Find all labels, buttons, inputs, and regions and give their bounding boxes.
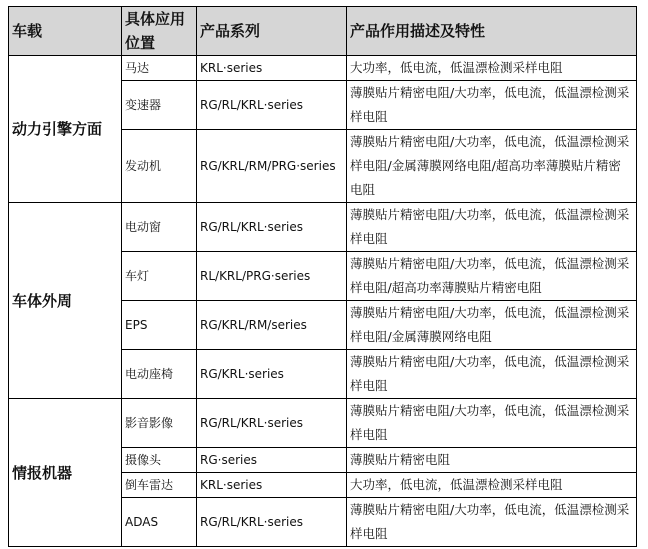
description-cell: 薄膜贴片精密电阻/大功率，低电流，低温漂检测采样电阻 bbox=[347, 399, 637, 448]
description-cell: 薄膜贴片精密电阻 bbox=[347, 448, 637, 473]
position-cell: 影音影像 bbox=[122, 399, 197, 448]
header-position: 具体应用位置 bbox=[122, 7, 197, 56]
position-cell: 车灯 bbox=[122, 252, 197, 301]
description-cell: 大功率，低电流，低温漂检测采样电阻 bbox=[347, 473, 637, 498]
position-cell: 电动座椅 bbox=[122, 350, 197, 399]
description-cell: 薄膜贴片精密电阻/大功率，低电流，低温漂检测采样电阻/金属薄膜网络电阻/超高功率薄膜贴片精密电阻 bbox=[347, 130, 637, 203]
document-page bbox=[8, 6, 637, 547]
product-application-table bbox=[8, 6, 637, 547]
position-cell: 电动窗 bbox=[122, 203, 197, 252]
description-cell: 薄膜贴片精密电阻/大功率，低电流，低温漂检测采样电阻 bbox=[347, 81, 637, 130]
position-cell: 发动机 bbox=[122, 130, 197, 203]
series-cell: KRL·series bbox=[197, 473, 347, 498]
series-cell: RG/RL/KRL·series bbox=[197, 399, 347, 448]
description-cell: 薄膜贴片精密电阻/大功率，低电流，低温漂检测采样电阻/金属薄膜网络电阻 bbox=[347, 301, 637, 350]
position-cell: 变速器 bbox=[122, 81, 197, 130]
description-cell: 薄膜贴片精密电阻/大功率，低电流，低温漂检测采样电阻 bbox=[347, 203, 637, 252]
header-row bbox=[9, 7, 637, 56]
series-cell: RL/KRL/PRG·series bbox=[197, 252, 347, 301]
header-vehicle: 车载 bbox=[9, 7, 122, 56]
position-cell: 倒车雷达 bbox=[122, 473, 197, 498]
series-cell: RG/KRL·series bbox=[197, 350, 347, 399]
series-cell: RG·series bbox=[197, 448, 347, 473]
header-description: 产品作用描述及特性 bbox=[347, 7, 637, 56]
position-cell: EPS bbox=[122, 301, 197, 350]
table-row bbox=[9, 203, 637, 252]
description-cell: 薄膜贴片精密电阻/大功率，低电流，低温漂检测采样电阻 bbox=[347, 498, 637, 547]
position-cell: ADAS bbox=[122, 498, 197, 547]
series-cell: RG/KRL/RM/PRG·series bbox=[197, 130, 347, 203]
group-label-powertrain: 动力引擎方面 bbox=[9, 56, 122, 203]
description-cell: 薄膜贴片精密电阻/大功率，低电流，低温漂检测采样电阻 bbox=[347, 350, 637, 399]
series-cell: KRL·series bbox=[197, 56, 347, 81]
group-label-infotainment: 情报机器 bbox=[9, 399, 122, 547]
series-cell: RG/RL/KRL·series bbox=[197, 81, 347, 130]
description-cell: 薄膜贴片精密电阻/大功率，低电流，低温漂检测采样电阻/超高功率薄膜贴片精密电阻 bbox=[347, 252, 637, 301]
header-series: 产品系列 bbox=[197, 7, 347, 56]
series-cell: RG/RL/KRL·series bbox=[197, 498, 347, 547]
position-cell: 摄像头 bbox=[122, 448, 197, 473]
group-label-body: 车体外周 bbox=[9, 203, 122, 399]
description-cell: 大功率，低电流，低温漂检测采样电阻 bbox=[347, 56, 637, 81]
series-cell: RG/RL/KRL·series bbox=[197, 203, 347, 252]
table-row bbox=[9, 399, 637, 448]
series-cell: RG/KRL/RM/series bbox=[197, 301, 347, 350]
table-row bbox=[9, 56, 637, 81]
position-cell: 马达 bbox=[122, 56, 197, 81]
